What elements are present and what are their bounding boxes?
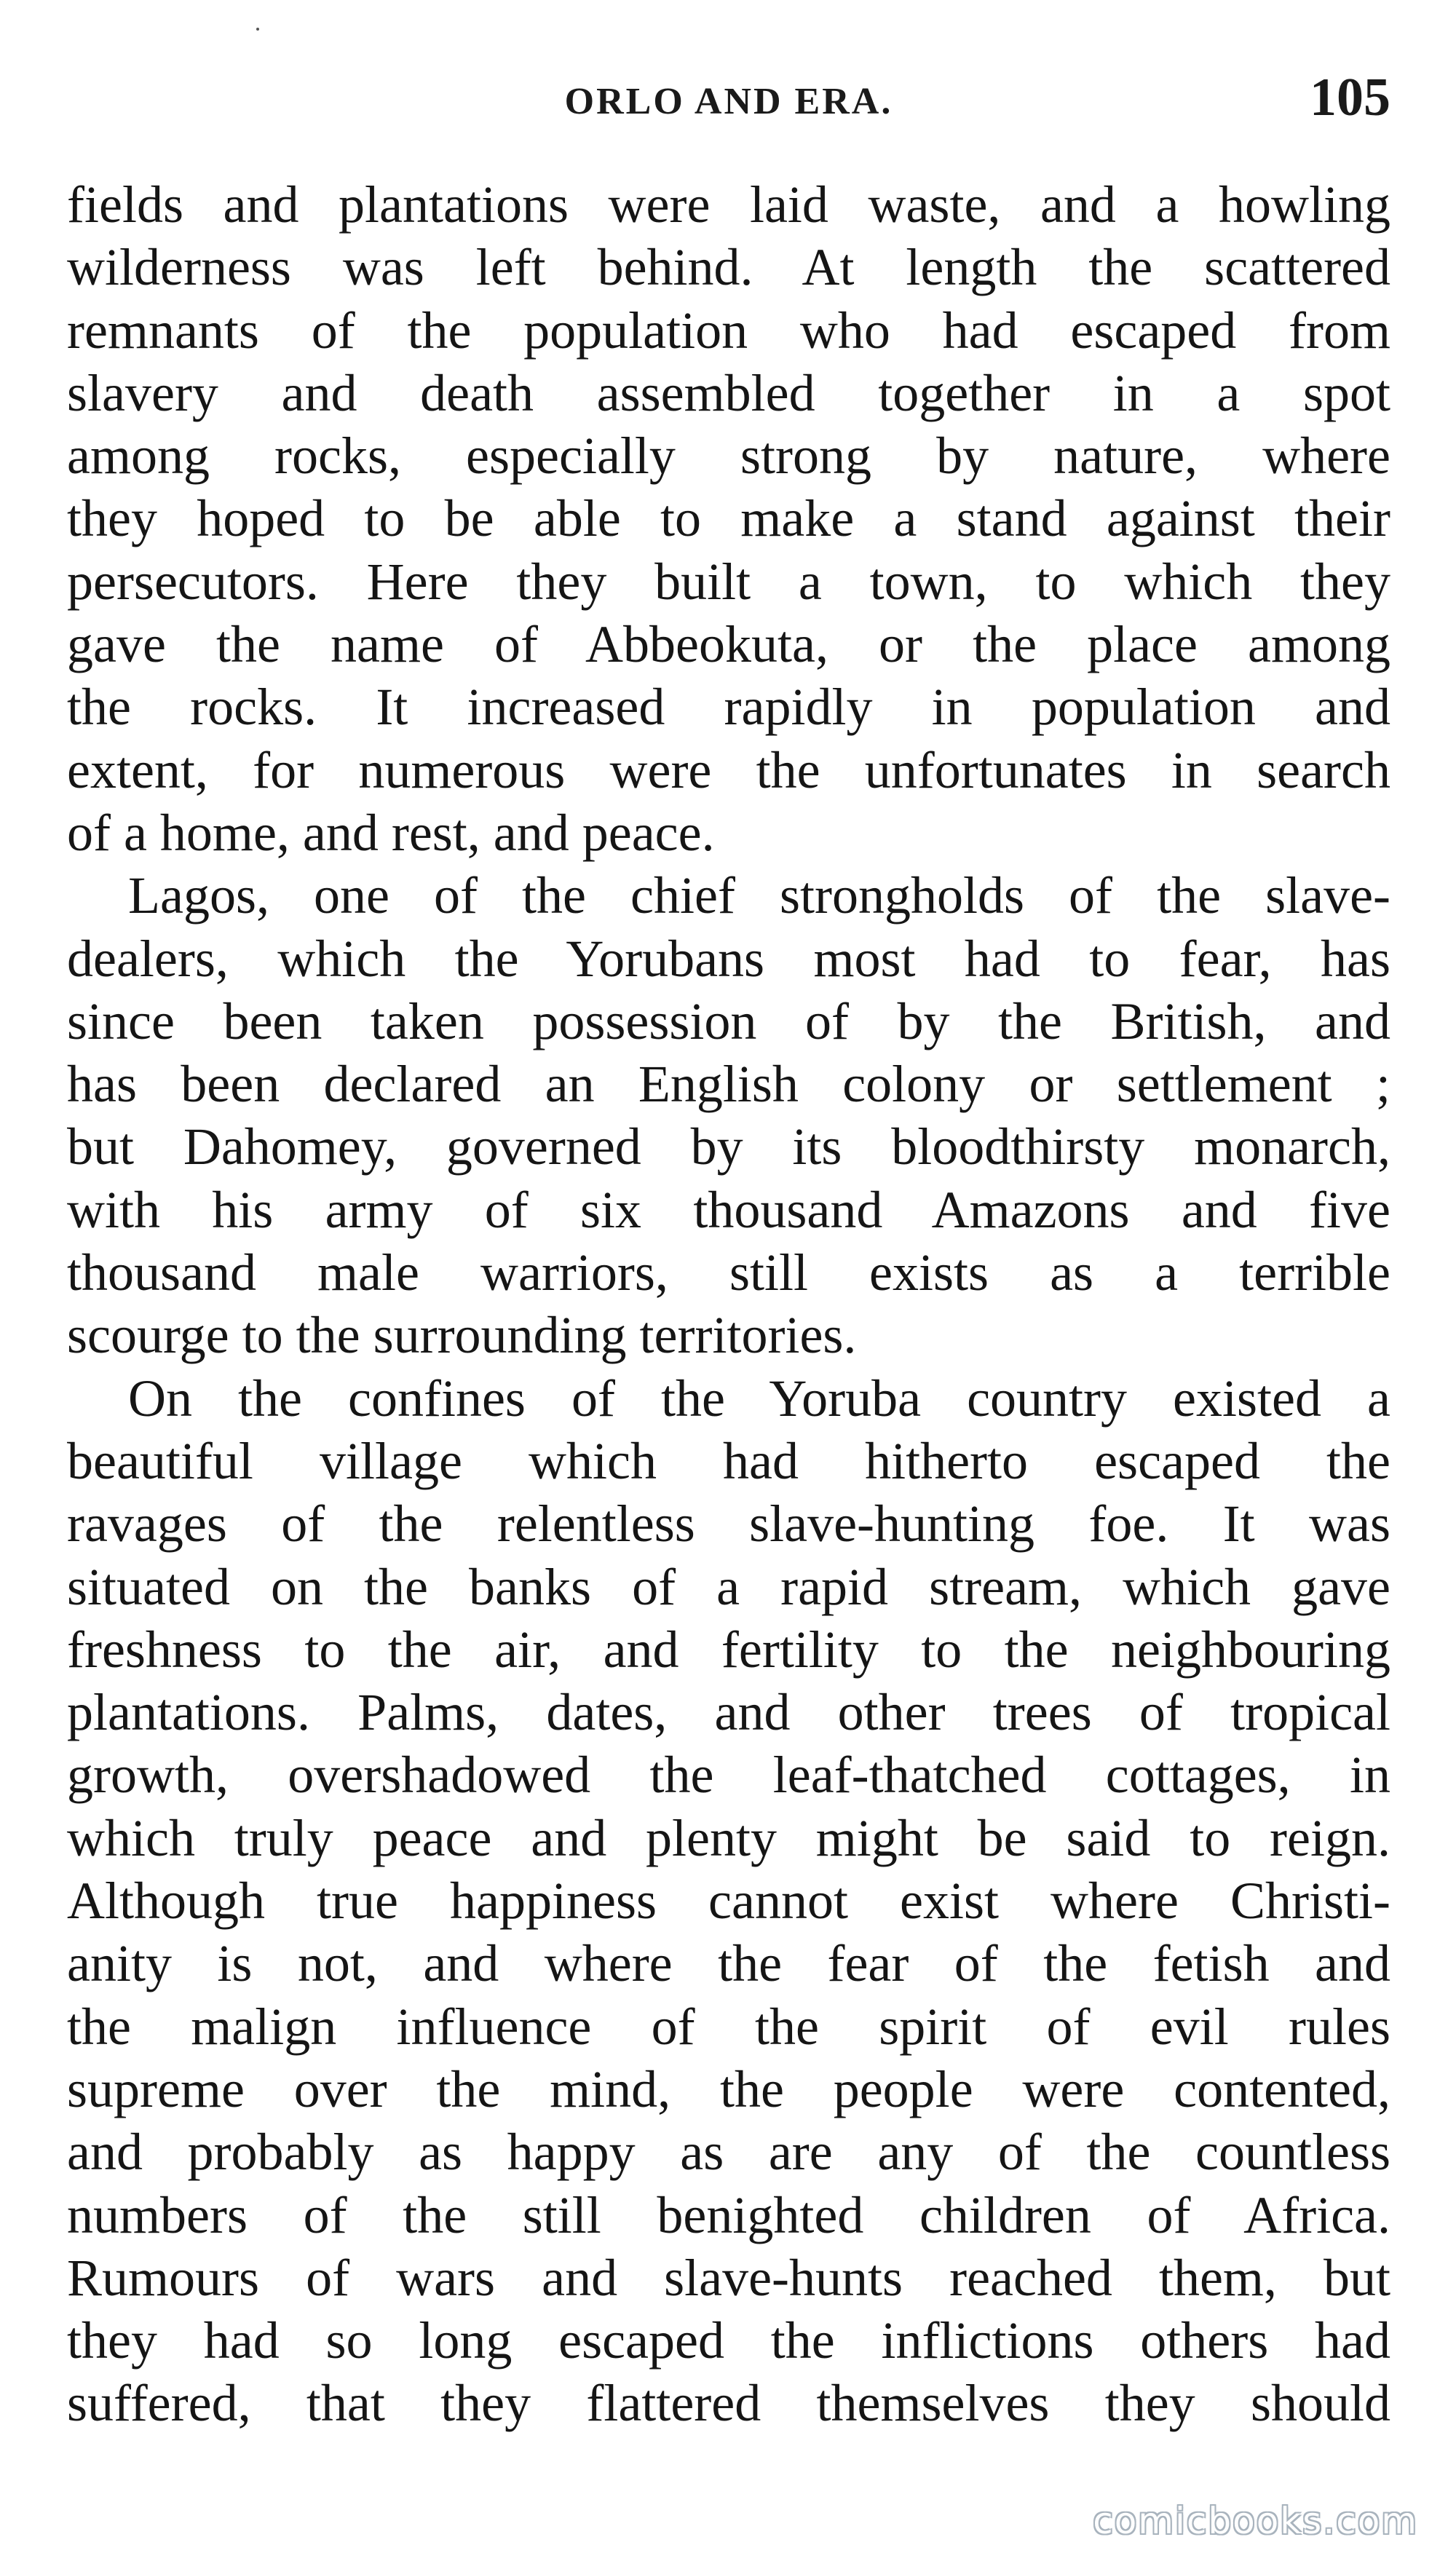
watermark: comicbooks.com (1093, 2500, 1418, 2542)
text-line: the malign influence of the spirit of evil rules (67, 1997, 1390, 2056)
text-line: Although true happiness cannot exist where Christi- (67, 1872, 1390, 1931)
text-line: they had so long escaped the inflictions others had (67, 2311, 1390, 2370)
text-line: situated on the banks of a rapid stream, which gave (67, 1557, 1390, 1616)
text-line: thousand male warriors, still exists as a terrible (67, 1243, 1390, 1302)
running-title: ORLO AND ERA. (564, 81, 893, 122)
page-number: 105 (1310, 68, 1390, 127)
page-header (67, 67, 1390, 132)
text-line: slavery and death assembled together in a spot (67, 363, 1390, 422)
text-line: anity is not, and where the fear of the fetish and (67, 1934, 1390, 1993)
text-line: fields and plantations were laid waste, and a howling (67, 175, 1390, 234)
text-line: but Dahomey, governed by its bloodthirsty monarch, (67, 1117, 1390, 1176)
text-line: growth, overshadowed the leaf-thatched cottages, in (67, 1746, 1390, 1805)
text-line: Rumours of wars and slave-hunts reached them, but (67, 2248, 1390, 2307)
text-line: and probably as happy as are any of the countless (67, 2123, 1390, 2182)
body-text (67, 173, 1390, 2435)
text-line: they hoped to be able to make a stand against their (67, 489, 1390, 548)
text-line: with his army of six thousand Amazons and five (67, 1180, 1390, 1239)
text-line: among rocks, especially strong by nature, where (67, 427, 1390, 486)
text-line: extent, for numerous were the unfortunates in search (67, 740, 1390, 799)
text-line: remnants of the population who had escaped from (67, 301, 1390, 360)
text-line: scourge to the surrounding territories. (67, 1306, 857, 1365)
text-line: beautiful village which had hitherto escaped the (67, 1431, 1390, 1490)
text-line: wilderness was left behind. At length the scattered (67, 238, 1390, 297)
text-line: the rocks. It increased rapidly in population and (67, 678, 1390, 737)
text-line: plantations. Palms, dates, and other trees of tropical (67, 1683, 1390, 1742)
print-speck (256, 28, 259, 31)
text-line: persecutors. Here they built a town, to which they (67, 552, 1390, 611)
text-line: suffered, that they flattered themselves they should (67, 2374, 1390, 2433)
text-line: ravages of the relentless slave-hunting foe. It was (67, 1495, 1390, 1553)
text-line: freshness to the air, and fertility to the neighbouring (67, 1620, 1390, 1679)
text-line: which truly peace and plenty might be said to reign. (67, 1808, 1390, 1867)
text-line: supreme over the mind, the people were contented, (67, 2059, 1390, 2118)
text-line: Lagos, one of the chief strongholds of the slave- (128, 866, 1390, 925)
text-line: since been taken possession of by the British, and (67, 991, 1390, 1050)
text-line: of a home, and rest, and peace. (67, 803, 715, 862)
text-line: numbers of the still benighted children of Africa. (67, 2185, 1390, 2244)
text-line: On the confines of the Yoruba country existed a (128, 1369, 1390, 1428)
text-line: has been declared an English colony or settlement ; (67, 1055, 1390, 1114)
text-line: dealers, which the Yorubans most had to fear, has (67, 929, 1390, 988)
text-line: gave the name of Abbeokuta, or the place among (67, 615, 1390, 674)
